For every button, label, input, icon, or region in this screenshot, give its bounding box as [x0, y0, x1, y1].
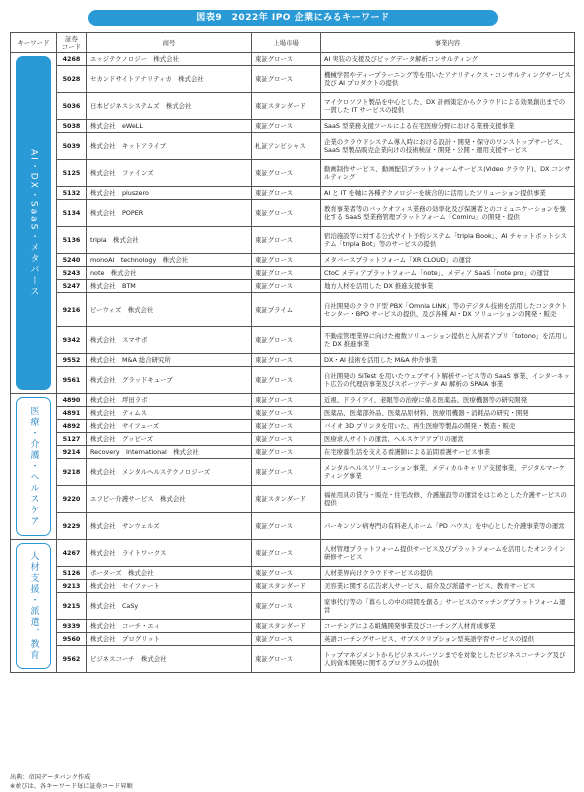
table-row [11, 93, 575, 120]
business-cell: コーチングによる組織開発事業及びコーチング人材育成事業 [321, 620, 575, 633]
market-cell: 東証スタンダード [252, 620, 321, 633]
business-cell: バイオ 3D プリンタを用いた、再生医療等製品の開発・製造・販売 [321, 420, 575, 433]
table-row [11, 280, 575, 293]
figure-title: 図表9 2022年 IPO 企業にみるキーワード [88, 10, 498, 26]
stock-code-cell: 5038 [57, 120, 87, 133]
keyword-label [16, 397, 51, 536]
table-row [11, 53, 575, 66]
company-name-cell: 株式会社 サイフューズ [87, 420, 252, 433]
stock-code-cell: 5247 [57, 280, 87, 293]
market-cell: 東証グロース [252, 433, 321, 446]
market-cell: 東証スタンダード [252, 486, 321, 513]
company-name-cell: エッジテクノロジー 株式会社 [87, 53, 252, 66]
keyword-label [16, 56, 51, 390]
business-cell: 教育事業者等のバックオフィス業務の効率化及び保護者とのコミュニケーションを強化する SaaS 型業務管理プラットフォーム「Comiru」の開発・提供 [321, 200, 575, 227]
market-cell: 東証グロース [252, 280, 321, 293]
company-name-cell: ビジネスコーチ 株式会社 [87, 646, 252, 673]
stock-code-cell: 5028 [57, 66, 87, 93]
company-name-cell: ポーターズ 株式会社 [87, 567, 252, 580]
business-cell: 在宅療養生活を支える看護師による訪問看護サービス事業 [321, 446, 575, 459]
market-cell: 東証グロース [252, 646, 321, 673]
company-name-cell: エフビー介護サービス 株式会社 [87, 486, 252, 513]
stock-code-cell: 5134 [57, 200, 87, 227]
business-cell: SaaS 型業務支援ツールによる在宅医療分野における業務支援事業 [321, 120, 575, 133]
company-name-cell: 株式会社 グッピーズ [87, 433, 252, 446]
table-row [11, 120, 575, 133]
company-name-cell: 株式会社 サンウェルズ [87, 513, 252, 540]
market-cell: 東証グロース [252, 394, 321, 407]
business-cell: 宿泊施設等に対する公式サイト予約システム「tripla Book」、AI チャットボットシステム「tripla Bot」等のサービスの提供 [321, 227, 575, 254]
table-row [11, 459, 575, 486]
keyword-cell [11, 540, 57, 673]
stock-code-cell: 9218 [57, 459, 87, 486]
company-name-cell: 株式会社 ティムス [87, 407, 252, 420]
table-body [11, 53, 575, 673]
table-row [11, 187, 575, 200]
business-cell: CtoC メディアプラットフォーム「note」、メディア SaaS「note pro」の運営 [321, 267, 575, 280]
stock-code-cell: 9561 [57, 367, 87, 394]
table-row [11, 200, 575, 227]
header-row [11, 33, 575, 53]
business-cell: 機械学習やディープラーニング等を用いたアナリティクス・コンサルティングサービス及び AI プロダクトの提供 [321, 66, 575, 93]
stock-code-cell: 9216 [57, 293, 87, 327]
stock-code-cell: 5039 [57, 133, 87, 160]
market-cell: 東証スタンダード [252, 580, 321, 593]
business-cell: 不動産管理業界に向けた複数ソリューション提供と入居者アプリ「totono」を活用した DX 推進事業 [321, 327, 575, 354]
table-row [11, 646, 575, 673]
company-name-cell: 株式会社 M&A 総合研究所 [87, 354, 252, 367]
market-cell: 札証アンビシャス [252, 133, 321, 160]
company-name-cell: 株式会社 ライトワークス [87, 540, 252, 567]
business-cell: トップマネジメントからビジネスパーソンまでを対象としたビジネスコーチング及び人的資本開発に関するプログラムの提供 [321, 646, 575, 673]
header-code: 証券 コード [57, 33, 87, 53]
business-cell: 医療求人サイトの運営、ヘルスケアアプリの運営 [321, 433, 575, 446]
table-row [11, 254, 575, 267]
table-row [11, 133, 575, 160]
table-row [11, 367, 575, 394]
business-cell: AI と IT を軸に各種テクノロジーを統合的に活用したソリューション提供事業 [321, 187, 575, 200]
company-name-cell: tripla 株式会社 [87, 227, 252, 254]
stock-code-cell: 5240 [57, 254, 87, 267]
stock-code-cell: 5136 [57, 227, 87, 254]
business-cell: 近視、ドライアイ、老眼等の治療に係る医薬品、医療機器等の研究開発 [321, 394, 575, 407]
table-row [11, 160, 575, 187]
market-cell: 東証グロース [252, 160, 321, 187]
ipo-keyword-table [10, 32, 575, 673]
stock-code-cell: 5132 [57, 187, 87, 200]
market-cell: 東証グロース [252, 593, 321, 620]
company-name-cell: 日本ビジネスシステムズ 株式会社 [87, 93, 252, 120]
table-row [11, 407, 575, 420]
stock-code-cell: 9213 [57, 580, 87, 593]
company-name-cell: 株式会社 キットアライブ [87, 133, 252, 160]
business-cell: 美容業に関する広告求人サービス、紹介及び派遣サービス、教育サービス [321, 580, 575, 593]
market-cell: 東証グロース [252, 327, 321, 354]
keyword-text: AI・DX・SaaS・メタバース [28, 148, 39, 298]
business-cell: 自社開発の SiTest を用いたウェブサイト解析サービス等の SaaS 事業、インターネット広告の代理店事業及びスポーツデータ AI 解析の SPAIA 事業 [321, 367, 575, 394]
company-name-cell: 株式会社 プログリット [87, 633, 252, 646]
market-cell: 東証グロース [252, 66, 321, 93]
market-cell: 東証グロース [252, 540, 321, 567]
stock-code-cell: 9552 [57, 354, 87, 367]
stock-code-cell: 9562 [57, 646, 87, 673]
market-cell: 東証グロース [252, 407, 321, 420]
stock-code-cell: 4890 [57, 394, 87, 407]
stock-code-cell: 5243 [57, 267, 87, 280]
business-cell: メンタルヘルスソリューション事業、メディカルキャリア支援事業、デジタルマーケティング事業 [321, 459, 575, 486]
market-cell: 東証グロース [252, 633, 321, 646]
table-row [11, 446, 575, 459]
company-name-cell: 株式会社 坪田ラボ [87, 394, 252, 407]
business-cell: 福祉用具の貸与・販売・住宅改修、介護施設等の運営をはじめとした介護サービスの提供 [321, 486, 575, 513]
table-row [11, 267, 575, 280]
business-cell: AI 実装の支援及びビッグデータ解析コンサルティング [321, 53, 575, 66]
header-keyword: キーワード [11, 33, 57, 53]
table-row [11, 567, 575, 580]
business-cell: 動画制作サービス、動画配信プラットフォームサービス(Video クラウド)、DX コンサルティング [321, 160, 575, 187]
company-name-cell: 株式会社 コーチ・エィ [87, 620, 252, 633]
market-cell: 東証グロース [252, 120, 321, 133]
business-cell: パーキンソン病専門の有料老人ホーム「PD ハウス」を中心とした介護事業等の運営 [321, 513, 575, 540]
table-row [11, 580, 575, 593]
keyword-label [16, 543, 51, 669]
business-cell: 家事代行等の「暮らしの中の時間を創る」サービスのマッチングプラットフォーム運営 [321, 593, 575, 620]
company-name-cell: 株式会社 グラッドキューブ [87, 367, 252, 394]
market-cell: 東証スタンダード [252, 93, 321, 120]
keyword-text: 人材支援・派遣、教育 [28, 551, 39, 661]
business-cell: 人材業界向けクラウドサービスの提供 [321, 567, 575, 580]
market-cell: 東証グロース [252, 53, 321, 66]
company-name-cell: 株式会社 メンタルヘルステクノロジーズ [87, 459, 252, 486]
market-cell: 東証グロース [252, 187, 321, 200]
table-row [11, 227, 575, 254]
market-cell: 東証グロース [252, 420, 321, 433]
stock-code-cell: 5127 [57, 433, 87, 446]
table-row [11, 593, 575, 620]
table-row [11, 433, 575, 446]
table-row [11, 66, 575, 93]
stock-code-cell: 9214 [57, 446, 87, 459]
stock-code-cell: 9229 [57, 513, 87, 540]
company-name-cell: monoAI technology 株式会社 [87, 254, 252, 267]
header-business: 事業内容 [321, 33, 575, 53]
header-market: 上場市場 [252, 33, 321, 53]
table-row [11, 293, 575, 327]
business-cell: 医薬品、医薬部外品、医薬品原材料、医療用機器・消耗品の研究・開発 [321, 407, 575, 420]
keyword-text: 医療・介護・ヘルスケア [28, 406, 39, 527]
stock-code-cell: 9560 [57, 633, 87, 646]
company-name-cell: セカンドサイトアナリティカ 株式会社 [87, 66, 252, 93]
keyword-cell [11, 394, 57, 540]
company-name-cell: 株式会社 ファインズ [87, 160, 252, 187]
company-name-cell: 株式会社 CaSy [87, 593, 252, 620]
market-cell: 東証グロース [252, 254, 321, 267]
business-cell: 人材管理プラットフォーム提供サービス及びプラットフォームを活用したオンライン研修サービス [321, 540, 575, 567]
source-note: 出典：帝国データバンク作成 [10, 774, 91, 781]
business-cell: 自社開発のクラウド型 PBX「Omnia LINK」等のデジタル技術を活用したコンタクトセンター・BPO サービスの提供、及び各種 AI・DX ソリューションの開発・販売 [321, 293, 575, 327]
market-cell: 東証グロース [252, 367, 321, 394]
company-name-cell: Recovery International 株式会社 [87, 446, 252, 459]
order-note: ※並びは、各キーワード毎に証券コード昇順 [10, 783, 133, 790]
company-name-cell: 株式会社 セイファート [87, 580, 252, 593]
market-cell: 東証グロース [252, 459, 321, 486]
table-row [11, 327, 575, 354]
stock-code-cell: 4268 [57, 53, 87, 66]
business-cell: DX・AI 技術を活用した M&A 仲介事業 [321, 354, 575, 367]
stock-code-cell: 4892 [57, 420, 87, 433]
business-cell: マイクロソフト製品を中心とした、DX 計画策定からクラウドによる効果創出までの一貫した IT サービスの提供 [321, 93, 575, 120]
business-cell: 地方人材を活用した DX 推進支援事業 [321, 280, 575, 293]
company-name-cell: 株式会社 スマサポ [87, 327, 252, 354]
company-name-cell: 株式会社 POPER [87, 200, 252, 227]
stock-code-cell: 4267 [57, 540, 87, 567]
stock-code-cell: 9342 [57, 327, 87, 354]
stock-code-cell: 5125 [57, 160, 87, 187]
table-row [11, 540, 575, 567]
table-row [11, 513, 575, 540]
header-company: 商号 [87, 33, 252, 53]
business-cell: メタバースプラットフォーム「XR CLOUD」の運営 [321, 254, 575, 267]
market-cell: 東証グロース [252, 267, 321, 280]
company-name-cell: note 株式会社 [87, 267, 252, 280]
business-cell: 企業のクラウドシステム導入時における設計・開発・保守のワンストップサービス、SaaS 型製品販売企業向けの技術検証・開発・公開・運用支援サービス [321, 133, 575, 160]
table-row [11, 420, 575, 433]
business-cell: 英語コーチングサービス、サブスクリプション型英語学習サービスの提供 [321, 633, 575, 646]
company-name-cell: ビーウィズ 株式会社 [87, 293, 252, 327]
table-row [11, 633, 575, 646]
stock-code-cell: 9215 [57, 593, 87, 620]
stock-code-cell: 9220 [57, 486, 87, 513]
stock-code-cell: 4891 [57, 407, 87, 420]
stock-code-cell: 5036 [57, 93, 87, 120]
stock-code-cell: 5126 [57, 567, 87, 580]
table-row [11, 354, 575, 367]
table-row [11, 486, 575, 513]
market-cell: 東証グロース [252, 446, 321, 459]
table-row [11, 394, 575, 407]
keyword-cell [11, 53, 57, 394]
market-cell: 東証プライム [252, 293, 321, 327]
market-cell: 東証グロース [252, 513, 321, 540]
market-cell: 東証グロース [252, 227, 321, 254]
company-name-cell: 株式会社 eWeLL [87, 120, 252, 133]
market-cell: 東証グロース [252, 354, 321, 367]
table-row [11, 620, 575, 633]
stock-code-cell: 9339 [57, 620, 87, 633]
company-name-cell: 株式会社 BTM [87, 280, 252, 293]
market-cell: 東証グロース [252, 567, 321, 580]
company-name-cell: 株式会社 pluszero [87, 187, 252, 200]
market-cell: 東証グロース [252, 200, 321, 227]
